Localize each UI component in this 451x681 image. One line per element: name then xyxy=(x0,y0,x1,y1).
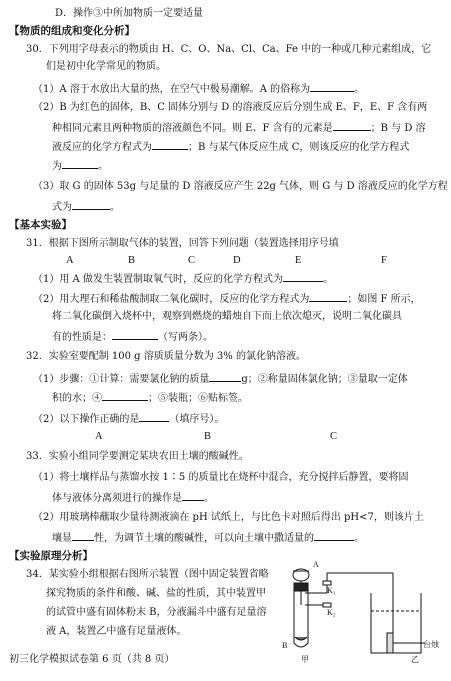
q30-part2-line3 xyxy=(52,138,409,155)
option-d: D．操作③中所加物质一定要适量 xyxy=(55,8,204,19)
q34-stem-line2: 探究物质的条件和酸、碱、盐的性质，其中装置甲 xyxy=(46,588,266,599)
answer-blank[interactable] xyxy=(310,80,354,92)
answer-blank[interactable] xyxy=(152,138,188,150)
figure-label-a: A xyxy=(66,255,74,266)
q32-part1-line2 xyxy=(52,389,248,406)
q30-part2-text-e: 为 xyxy=(52,161,62,172)
q34-stem-line3: 的试管中盛有固体粉末 B，分液漏斗中盛有足量溶 xyxy=(46,607,267,618)
figure-label-f: F xyxy=(381,255,387,266)
q31-part2-text-a: （2）用大理石和稀盐酸制取二氧化碳时，反应的化学方程式为 xyxy=(33,294,310,305)
q31-part2-line2: 将二氧化碳倒入烧杯中，观察到燃烧的蜡烛自下而上依次熄灭，说明二氧化碳具 xyxy=(52,311,402,322)
q32-stem: 32．实验室要配制 100 g 溶质质量分数为 3% 的氯化钠溶液。 xyxy=(26,351,306,362)
apparatus-diagram xyxy=(275,563,447,661)
q32-part1-line1 xyxy=(33,370,408,387)
option-label-b: B xyxy=(204,431,212,442)
q30-part2-line4 xyxy=(52,157,108,174)
figure-label-jia: 甲 xyxy=(301,655,309,664)
option-label-c: C xyxy=(330,431,338,442)
q33-part2-line2 xyxy=(52,529,364,546)
q30-part1-text: （1）A 溶于水放出大量的热，在空气中极易潮解。A 的俗称为 xyxy=(33,84,311,95)
q31-part2-line1 xyxy=(33,290,421,307)
section-heading-basic-experiment: 【基本实验】 xyxy=(9,219,72,231)
q32-part1-text-a: （1）步骤：①计算：需要氯化钠的质量 xyxy=(33,374,210,385)
q33-stem: 33．实验小组同学要测定某块农田土壤的酸碱性。 xyxy=(26,451,249,462)
q31-part1 xyxy=(33,270,333,287)
figure-label-K2: K₂ xyxy=(327,608,336,617)
q32-part2-text-b: （填序号）。 xyxy=(169,414,225,425)
answer-blank[interactable] xyxy=(209,370,241,382)
section-heading-composition: 【物质的组成和变化分析】 xyxy=(9,25,135,37)
q33-part2-text-b: 性，为调节土壤的酸碱性，可以向土壤中撒适量的 xyxy=(94,533,314,544)
answer-blank[interactable] xyxy=(102,389,148,401)
q31-part2-text-c: 有的性质是： xyxy=(52,332,112,343)
q31-stem: 31．根据下图所示制取气体的装置，回答下列问题（装置选择用序号填 xyxy=(26,238,339,249)
q30-part3-text-a: 式为 xyxy=(52,202,72,213)
page-footer: 初三化学模拟试卷第 6 页（共 8 页） xyxy=(9,654,175,665)
q30-part2-text-c: 液反应的化学方程式为 xyxy=(52,142,152,153)
figure-label-K1: K₁ xyxy=(327,586,336,595)
q31-part2-line3 xyxy=(52,328,213,345)
q33-part2-line1: （2）用玻璃棒蘸取少量待测液滴在 pH 试纸上，与比色卡对照后得出 pH<7，则该片土 xyxy=(33,512,424,523)
q33-part2-text-c: 。 xyxy=(354,533,364,544)
q30-part2-text-a: 种相同元素且两种物质的溶液颜色不同。则 E、F 含有的元素是 xyxy=(52,123,333,134)
answer-blank[interactable] xyxy=(309,290,347,302)
q32-part1-text-b: g；②称量固体氯化钠；③量取一定体 xyxy=(241,374,408,385)
q33-part1-line2 xyxy=(52,489,214,506)
q30-part2-line1: （2）B 为红色的固体，B、C 固体分别与 D 的溶液反应后分别生成 E、F，E、F 含有两 xyxy=(33,102,428,113)
figure-label-A: A xyxy=(313,560,319,569)
q31-part1-end: 。 xyxy=(322,274,333,285)
candle xyxy=(387,633,393,653)
q30-part2-line2 xyxy=(52,119,426,136)
q30-stem-line2: 们是初中化学常见的物质。 xyxy=(46,61,166,72)
option-label-a: A xyxy=(95,431,103,442)
q34-stem-line4: 液 A，装置乙中盛有足量液体。 xyxy=(46,626,187,637)
q32-part1-text-c: 积的水；④ xyxy=(52,393,102,404)
answer-blank[interactable] xyxy=(283,270,323,282)
answer-blank[interactable] xyxy=(72,198,110,210)
q33-part1-text-a: 体与液体分离须进行的操作是 xyxy=(52,493,182,504)
figure-label-B: B xyxy=(282,641,288,650)
answer-blank[interactable] xyxy=(112,328,158,340)
q31-part1-text: （1）用 A 做发生装置制取氧气时，反应的化学方程式为 xyxy=(33,274,283,285)
q33-part1-text-b: 。 xyxy=(204,493,214,504)
q30-part2-text-f: 。 xyxy=(98,161,108,172)
section-heading-principle-analysis: 【实验原理分析】 xyxy=(9,550,93,562)
answer-blank[interactable] xyxy=(62,157,98,169)
q30-part1 xyxy=(33,80,364,97)
q31-part2-text-b: ；如图 F 所示， xyxy=(347,294,421,305)
q30-part2-text-b: ；B 与 D 溶 xyxy=(370,123,426,134)
answer-blank[interactable] xyxy=(72,529,94,541)
q33-part1-line1: （1）将土壤样品与蒸馏水按 1∶5 的质量比在烧杯中混合，充分搅拌后静置，要将固 xyxy=(33,472,409,483)
q32-part2-text-a: （2）以下操作正确的是 xyxy=(33,414,140,425)
q30-part3-line1: （3）取 G 的固体 53g 与足量的 D 溶液反应产生 22g 气体，则 G 与 D 溶液反应的化学方程 xyxy=(33,181,448,192)
figure-label-b: B xyxy=(128,255,136,266)
q30-stem-line1: 30．下列用字母表示的物质由 H、C、O、Na、Cl、Ca、Fe 中的一种或几种元素组成，它 xyxy=(26,44,432,55)
q30-part3-text-b: 。 xyxy=(110,202,120,213)
beaker-yi xyxy=(371,593,421,653)
q33-part2-text-a: 壤显 xyxy=(52,533,72,544)
figure-label-d: D xyxy=(233,255,241,266)
q32-part2 xyxy=(33,410,224,427)
answer-blank[interactable] xyxy=(333,119,371,131)
figure-label-candle: 台烛 xyxy=(423,640,439,649)
q30-part1-end: 。 xyxy=(354,84,365,95)
q32-part1-text-d: ；⑤装瓶；⑥贴标签。 xyxy=(148,393,248,404)
figure-label-c: C xyxy=(188,255,196,266)
figure-label-e: E xyxy=(295,255,302,266)
answer-blank[interactable] xyxy=(139,410,169,422)
q30-part3-line2 xyxy=(52,198,120,215)
figure-label-yi: 乙 xyxy=(411,655,419,664)
q34-stem-line1: 34．某实验小组根据右图所示装置（图中固定装置省略 xyxy=(26,569,269,580)
q31-part2-text-d: （写两条）。 xyxy=(158,332,213,343)
answer-blank[interactable] xyxy=(314,529,354,541)
q30-part2-text-d: ；B 与某气体反应生成 C，则该反应的化学方程式 xyxy=(188,142,410,153)
answer-blank[interactable] xyxy=(182,489,204,501)
